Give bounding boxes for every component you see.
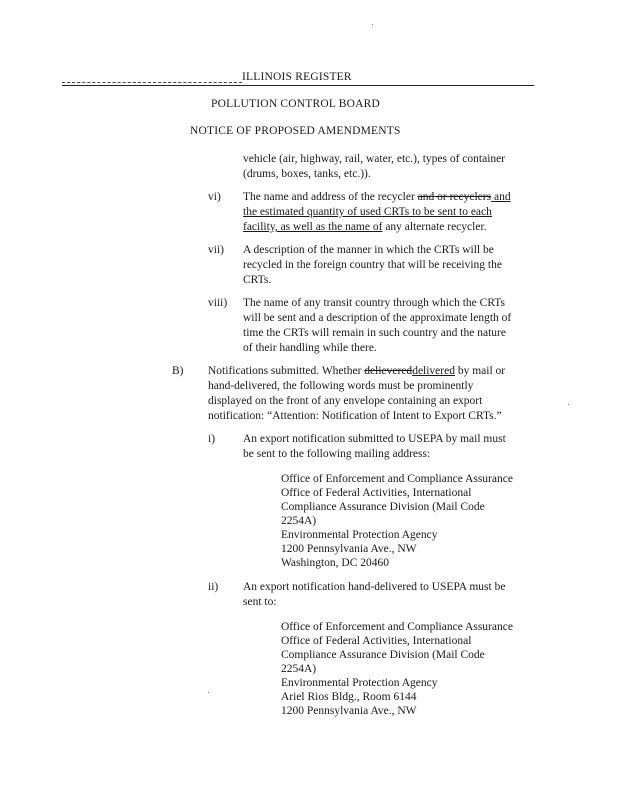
item-viii-text: The name of any transit country through which the CRTs will be sent and a description of the approximate length of time the CRTs will remain in such country and the nature of their handling while there.	[243, 297, 512, 354]
header-dash-line	[62, 82, 242, 83]
item-vi-number: vi)	[208, 191, 221, 203]
header-rule	[62, 85, 534, 86]
continuation-text: vehicle (air, highway, rail, water, etc.), types of container (drums, boxes, tanks, etc.)).	[243, 153, 506, 180]
item-B-text: Notifications submitted. Whether delievereddelivered by mail or hand-delivered, the following words must be prominently displayed on the front of any envelope containing an export notification: “Attention: Notification of Intent to Export CRTs.”	[208, 365, 506, 422]
hand-delivery-address: Office of Enforcement and Compliance Assurance Office of Federal Activities, International Compliance Assurance Division (Mail Code 2254A) Environmental Protection Agency Ariel Rios Bldg., Room 6144 1200 Pennsylvania Ave., NW	[281, 621, 513, 717]
notice-title: NOTICE OF PROPOSED AMENDMENTS	[190, 125, 401, 137]
mailing-address: Office of Enforcement and Compliance Assurance Office of Federal Activities, International Compliance Assurance Division (Mail Code 2254A) Environmental Protection Agency 1200 Pennsylvania Ave., NW Washington, DC 20460	[281, 473, 513, 569]
item-i-text: An export notification submitted to USEPA by mail must be sent to the following mailing address:	[243, 433, 506, 460]
item-vii-text: A description of the manner in which the CRTs will be recycled in the foreign country that will be receiving the CRTs.	[243, 244, 502, 286]
inserted-text: facility, as well as the name of	[243, 221, 383, 233]
item-B-number: B)	[172, 365, 184, 377]
scan-speck	[568, 404, 569, 405]
item-ii-text: An export notification hand-delivered to USEPA must be sent to:	[243, 581, 506, 608]
inserted-text: delivered	[412, 365, 455, 377]
struck-text: delievered	[364, 365, 413, 377]
item-i-number: i)	[208, 433, 216, 445]
item-vi-text: The name and address of the recycler and or recyclers and the estimated quantity of used CRTs to be sent to each facility, as well as the name of any alternate recycler.	[243, 191, 511, 233]
board-title: POLLUTION CONTROL BOARD	[211, 98, 381, 110]
register-title: ILLINOIS REGISTER	[242, 71, 352, 83]
item-ii-number: ii)	[208, 581, 219, 593]
scan-speck	[208, 692, 209, 693]
struck-text: and or recyclers	[417, 191, 492, 203]
item-vii-number: vii)	[208, 244, 224, 256]
item-viii-number: viii)	[208, 297, 228, 309]
scan-speck	[372, 24, 373, 25]
